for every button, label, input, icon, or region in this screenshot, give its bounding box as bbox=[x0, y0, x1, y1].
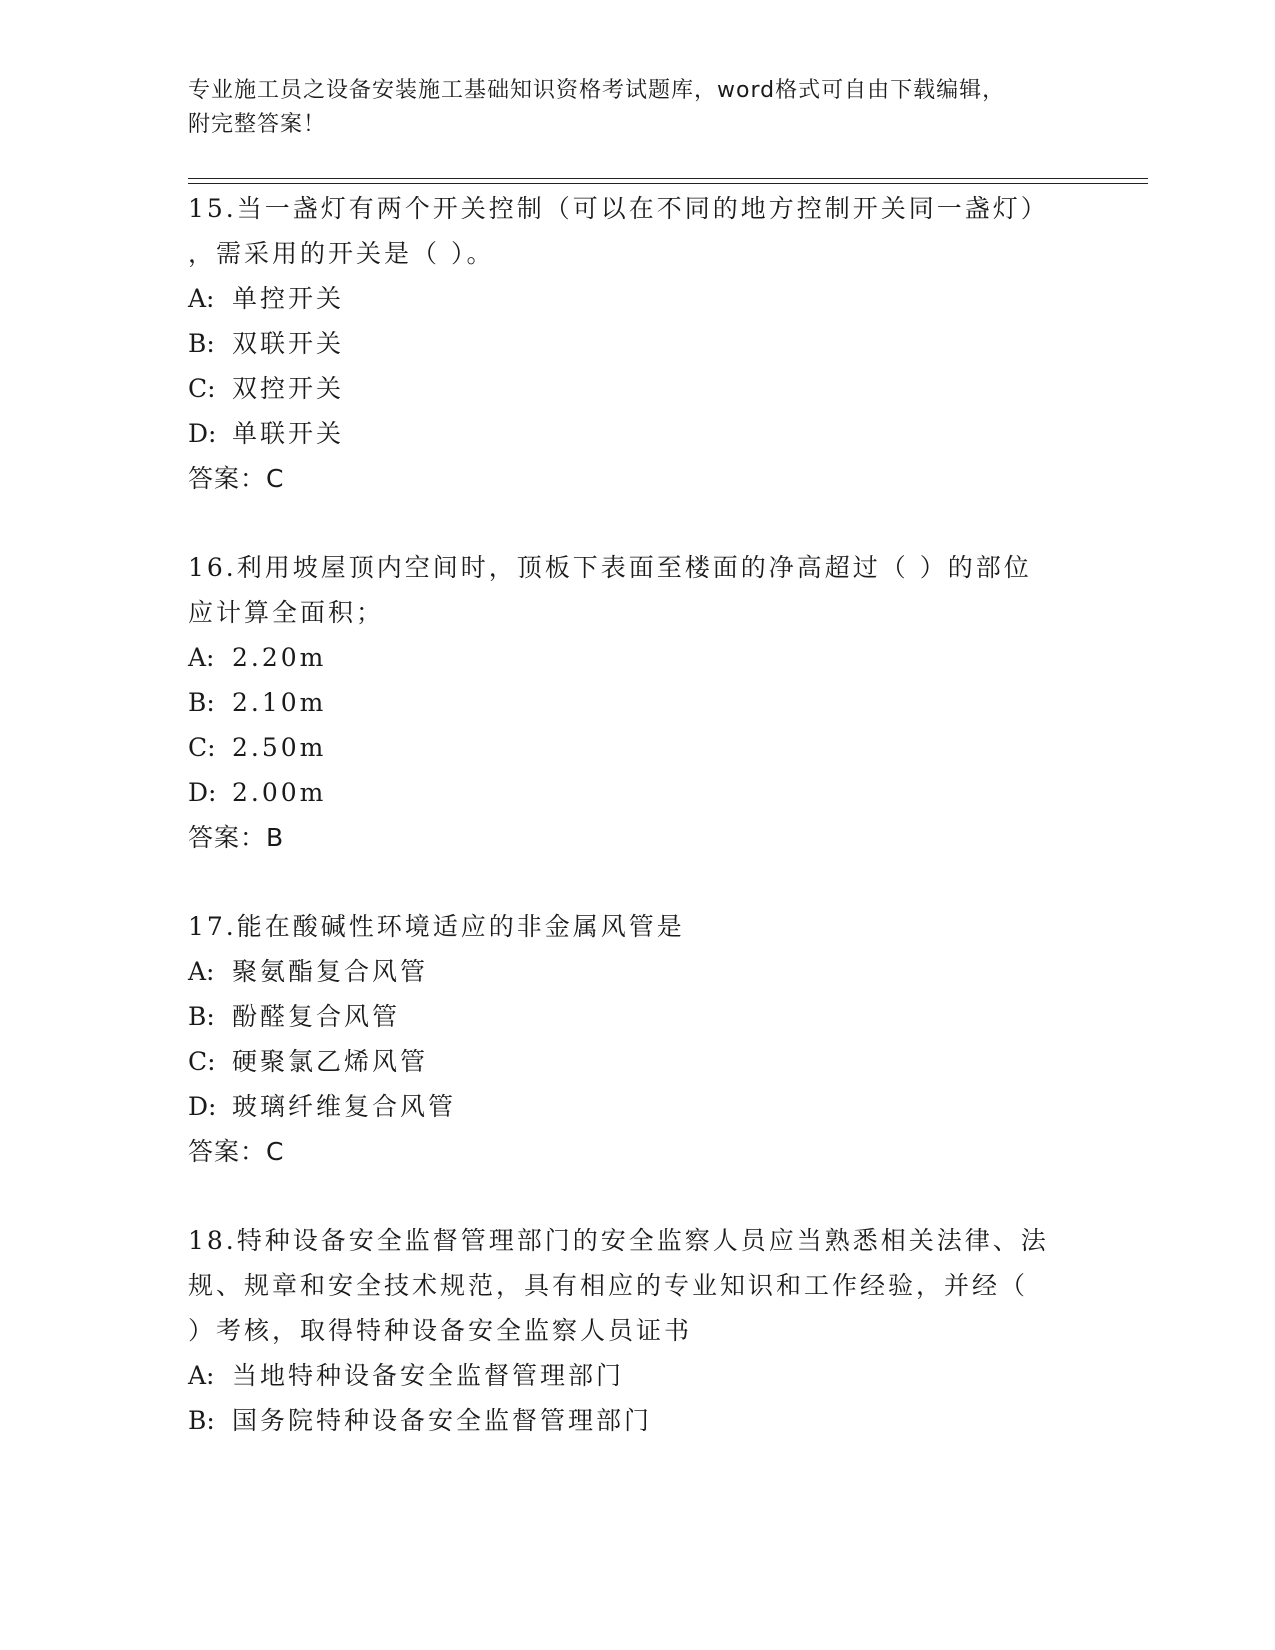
answer-option bbox=[188, 1039, 1088, 1084]
answer-option bbox=[188, 411, 1088, 456]
option-text: 双联开关 bbox=[232, 329, 345, 358]
option-text: 国务院特种设备安全监督管理部门 bbox=[232, 1406, 653, 1435]
question-list bbox=[188, 186, 1088, 1487]
question-text-line: 规、规章和安全技术规范，具有相应的专业知识和工作经验，并经（ bbox=[188, 1271, 1029, 1300]
header-divider-bottom bbox=[188, 183, 1148, 184]
option-text: 聚氨酯复合风管 bbox=[232, 957, 429, 986]
answer-option bbox=[188, 770, 1088, 815]
answer-option bbox=[188, 366, 1088, 411]
header-line-2: 附完整答案！ bbox=[188, 112, 327, 137]
question-block bbox=[188, 186, 1088, 501]
question-text-line: 15.当一盏灯有两个开关控制（可以在不同的地方控制开关同一盏灯） bbox=[188, 194, 1049, 223]
answer-option bbox=[188, 276, 1088, 321]
option-text: 2.50m bbox=[232, 733, 327, 762]
header-line-1: 专业施工员之设备安装施工基础知识资格考试题库，word格式可自由下载编辑， bbox=[188, 78, 1006, 103]
answer-key: 答案：B bbox=[188, 823, 285, 852]
answer-option bbox=[188, 1398, 1088, 1443]
option-text: 双控开关 bbox=[232, 374, 345, 403]
question-text-line: 17.能在酸碱性环境适应的非金属风管是 bbox=[188, 912, 685, 941]
option-letter: A: bbox=[188, 284, 215, 313]
question-block bbox=[188, 1218, 1088, 1443]
option-letter: A: bbox=[188, 1361, 215, 1390]
option-text: 单控开关 bbox=[232, 284, 345, 313]
option-letter: D: bbox=[188, 419, 217, 448]
document-header bbox=[188, 74, 1068, 142]
answer-option bbox=[188, 1084, 1088, 1129]
answer-option bbox=[188, 725, 1088, 770]
answer-option bbox=[188, 635, 1088, 680]
question-text-line: 应计算全面积； bbox=[188, 598, 385, 627]
question-block bbox=[188, 904, 1088, 1174]
question-text-line: 16.利用坡屋顶内空间时，顶板下表面至楼面的净高超过（ ）的部位 bbox=[188, 553, 1032, 582]
question-text-line: ，需采用的开关是（ ）。 bbox=[188, 239, 495, 268]
answer-key: 答案：C bbox=[188, 464, 285, 493]
option-text: 酚醛复合风管 bbox=[232, 1002, 401, 1031]
option-text: 2.00m bbox=[232, 778, 327, 807]
option-letter: C: bbox=[188, 733, 216, 762]
answer-option bbox=[188, 994, 1088, 1039]
option-letter: B: bbox=[188, 1002, 215, 1031]
option-letter: C: bbox=[188, 1047, 216, 1076]
option-text: 2.20m bbox=[232, 643, 327, 672]
option-letter: C: bbox=[188, 374, 216, 403]
option-text: 玻璃纤维复合风管 bbox=[232, 1092, 457, 1121]
option-letter: A: bbox=[188, 643, 215, 672]
option-letter: D: bbox=[188, 778, 217, 807]
option-letter: A: bbox=[188, 957, 215, 986]
answer-option bbox=[188, 321, 1088, 366]
answer-option bbox=[188, 949, 1088, 994]
question-text-line: 18.特种设备安全监督管理部门的安全监察人员应当熟悉相关法律、法 bbox=[188, 1226, 1049, 1255]
answer-key: 答案：C bbox=[188, 1137, 285, 1166]
option-text: 当地特种设备安全监督管理部门 bbox=[232, 1361, 625, 1390]
option-letter: D: bbox=[188, 1092, 217, 1121]
option-letter: B: bbox=[188, 688, 215, 717]
header-divider-top bbox=[188, 178, 1148, 179]
question-text-line: ）考核，取得特种设备安全监察人员证书 bbox=[188, 1316, 693, 1345]
option-text: 硬聚氯乙烯风管 bbox=[232, 1047, 429, 1076]
answer-option bbox=[188, 1353, 1088, 1398]
option-letter: B: bbox=[188, 329, 215, 358]
answer-option bbox=[188, 680, 1088, 725]
option-text: 2.10m bbox=[232, 688, 327, 717]
question-block bbox=[188, 545, 1088, 860]
option-letter: B: bbox=[188, 1406, 215, 1435]
option-text: 单联开关 bbox=[232, 419, 345, 448]
